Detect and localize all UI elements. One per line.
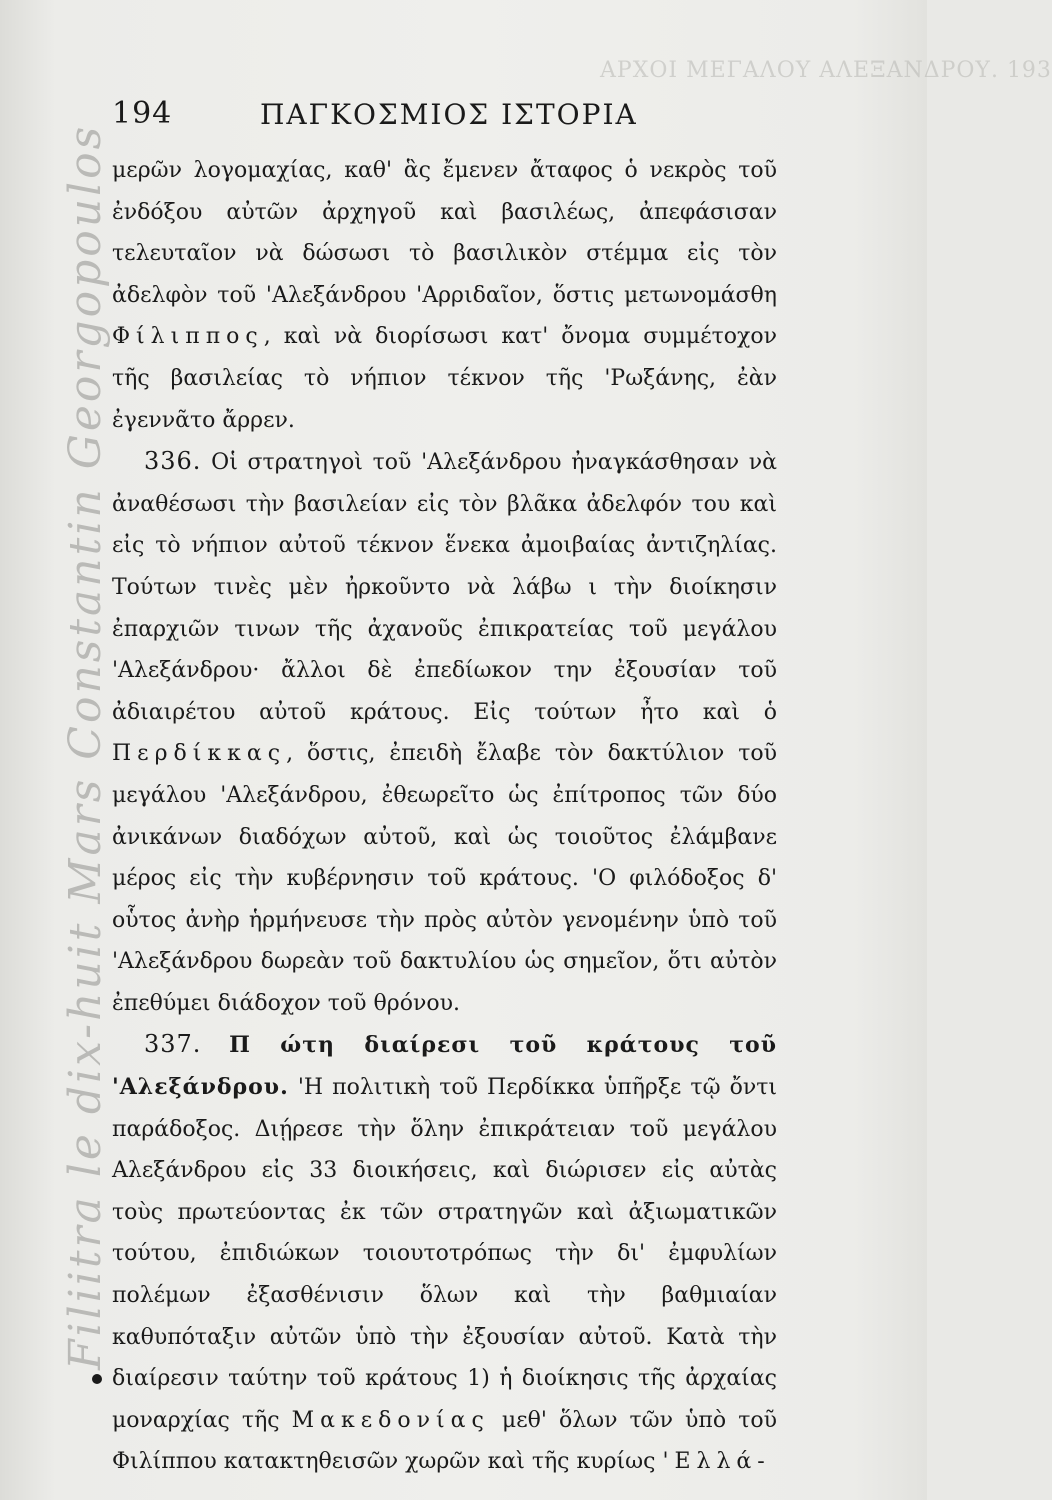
paragraph-337-end: μεθ' ὅλων τῶν ὑπὸ τοῦ Φιλίππου κατακτηθεισῶν χωρῶν καὶ τῆς κυρίως: [112, 1407, 777, 1475]
handwritten-inscription: Filiitra le dix-huit Mars Constantin Georgopoulos: [60, 123, 111, 1370]
body-text: [112, 150, 777, 1483]
section-number-336: 336.: [144, 447, 202, 476]
page-number: 194: [112, 96, 173, 131]
name-perdikkas: Περδίκκας: [112, 741, 287, 767]
paragraph-1: [112, 150, 777, 441]
section-number-337: 337.: [144, 1030, 202, 1059]
paragraph-1-end: , καὶ νὰ διορίσωσι κατ' ὄνομα συμμέτοχον τῆς βασιλείας τὸ νήπιον τέκνον τῆς 'Ρωξάνης, ἐὰν ἐγεννᾶτο ἄρρεν.: [112, 324, 777, 433]
paragraph-336-end: , ὅστις, ἐπειδὴ ἔλαβε τὸν δακτύλιον τοῦ μεγάλου 'Αλεξάνδρου, ἐθεωρεῖτο ὡς ἐπίτροπος τῶν δύο ἀνικάνων διαδόχων αὐτοῦ, καὶ ὡς τοιοῦτος ἐλάμβανε μέρος εἰς τὴν κυβέρνησιν τοῦ κράτους. 'Ο φιλόδοξος δ' οὗτος ἀνὴρ ἡρμήνευσε τὴν πρὸς αὐτὸν γενομένην ὑπὸ τοῦ 'Αλεξάνδρου δωρεὰν τοῦ δακτυλίου ὡς σημεῖον, ὅτι αὐτὸν ἐπεθύμει διάδοχον τοῦ θρόνου.: [112, 741, 777, 1016]
page-header: [112, 96, 772, 140]
bleed-through-text: ΑΡΧΟΙ ΜΕΓΑΛΟΥ ΑΛΕΞΑΝΔΡΟΥ. 193: [600, 58, 1052, 83]
section-heading-337: Π ώτη διαίρεσι τοῦ κράτους τοῦ 'Αλεξάνδρου.: [112, 1032, 777, 1101]
name-makedonias: Μακεδονίας: [291, 1407, 490, 1433]
paragraph-336: [112, 441, 777, 1024]
paragraph-336-text: Οἱ στρατηγοὶ τοῦ 'Αλεξάνδρου ἠναγκάσθησαν νὰ ἀναθέσωσι τὴν βασιλείαν εἰς τὸν βλᾶκα ἀδελφόν του καὶ εἰς τὸ νήπιον αὐτοῦ τέκνον ἕνεκα ἀμοιβαίας ἀντιζηλίας. Τούτων τινὲς μὲν ἠρκοῦντο νὰ λάβω ι τὴν διοίκησιν ἐπαρχιῶν τινων τῆς ἀχανοῦς ἐπικρατείας τοῦ μεγάλου 'Αλεξάνδρου· ἄλλοι δὲ ἐπεδίωκον την ἐξουσίαν τοῦ ἀδιαιρέτου αὐτοῦ κράτους. Εἰς τούτων ἦτο καὶ ὁ: [112, 450, 778, 725]
margin-dot: [92, 1374, 102, 1384]
name-philippos: Φίλιππος: [112, 324, 264, 350]
running-head: ΠΑΓΚΟΣΜΙΟΣ ΙΣΤΟΡΙΑ: [260, 98, 638, 131]
paragraph-337-text: 'Η πολιτικὴ τοῦ Περδίκκα ὑπῆρξε τῷ ὄντι παράδοξος. Διῄρεσε τὴν ὅλην ἐπικράτειαν τοῦ μεγάλου Αλεξάνδρου εἰς 33 διοικήσεις, καὶ διώρισεν εἰς αὐτὰς τοὺς πρωτεύοντας ἐκ τῶν στρατηγῶν καὶ ἀξιωματικῶν τούτου, ἐπιδιώκων τοιουτοτρόπως τὴν δι' ἐμφυλίων πολέμων ἐξασθένισιν ὅλων καὶ τὴν βαθμιαίαν καθυπόταξιν αὐτῶν ὑπὸ τὴν ἐξουσίαν αὐτοῦ. Κατὰ τὴν διαίρεσιν ταύτην τοῦ κράτους 1) ἡ διοίκησις τῆς ἀρχαίας μοναρχίας τῆς: [112, 1075, 777, 1433]
paragraph-1-text: μερῶν λογομαχίας, καθ' ἃς ἔμενεν ἄταφος ὁ νεκρὸς τοῦ ἐνδόξου αὐτῶν ἀρχηγοῦ καὶ βασιλέως, ἀπεφάσισαν τελευταῖον νὰ δώσωσι τὸ βασιλικὸν στέμμα εἰς τὸν ἀδελφὸν τοῦ 'Αλεξάνδρου 'Αρριδαῖον, ὅστις μετωνομάσθη: [112, 158, 777, 308]
word-ellada: 'Ελλά-: [662, 1449, 771, 1475]
paragraph-337: [112, 1024, 777, 1483]
